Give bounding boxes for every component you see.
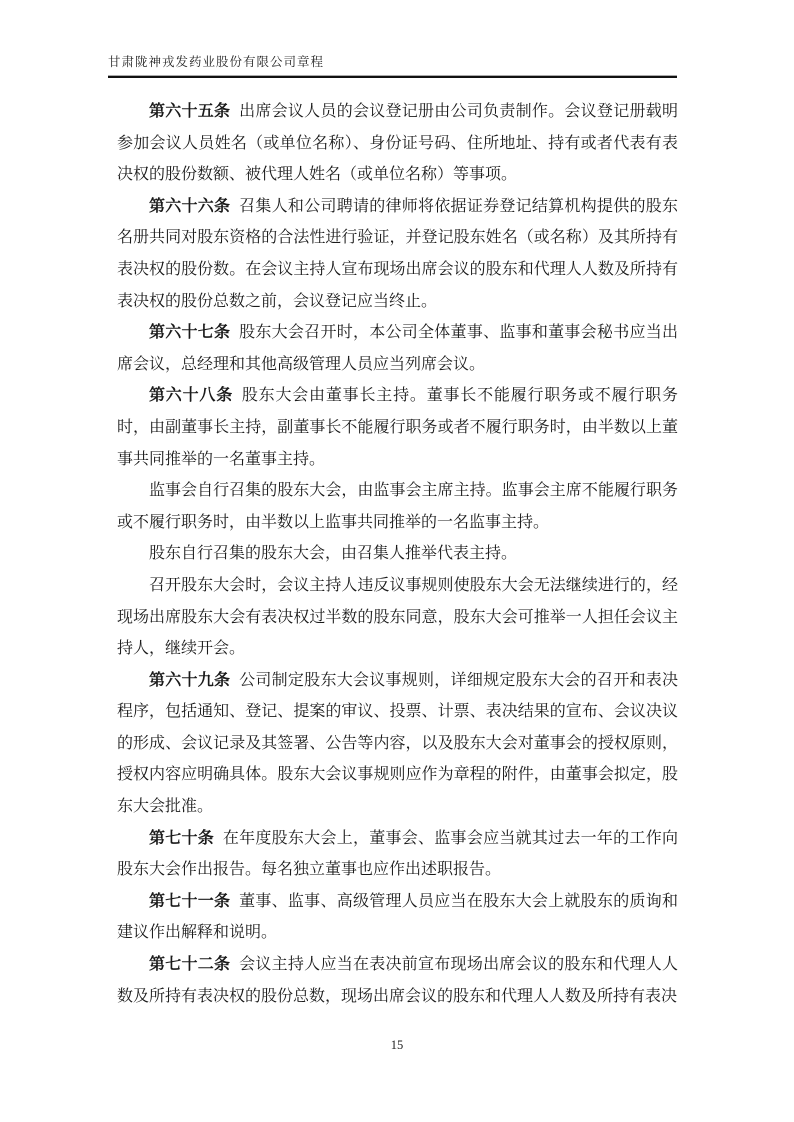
paragraph — [117, 949, 678, 1012]
paragraph-text: 出席会议人员的会议登记册由公司负责制作。会议登记册载明参加会议人员姓名（或单位名称）、身份证号码、住所地址、持有或者代表有表决权的股份数额、被代理人姓名（或单位名称）等事项。 — [117, 103, 678, 184]
paragraph-text: 股东大会召开时，本公司全体董事、监事和董事会秘书应当出席会议，总经理和其他高级管理人员应当列席会议。 — [117, 324, 678, 373]
paragraph-text: 召开股东大会时，会议主持人违反议事规则使股东大会无法继续进行的，经现场出席股东大会有表决权过半数的股东同意，股东大会可推举一人担任会议主持人，继续开会。 — [117, 576, 678, 658]
article-number: 第六十八条 — [149, 387, 234, 405]
paragraph-text: 在年度股东大会上，董事会、监事会应当就其过去一年的工作向股东大会作出报告。每名独立董事也应作出述职报告。 — [117, 829, 678, 879]
paragraph-text: 公司制定股东大会议事规则，详细规定股东大会的召开和表决程序，包括通知、登记、提案的审议、投票、计票、表决结果的宣布、会议决议的形成、会议记录及其签署、公告等内容，以及股东大会对董事会的授权原则，授权内容应明确具体。股东大会议事规则应作为章程的附件，由董事会拟定，股东大会批准。 — [117, 671, 678, 816]
page-number: 15 — [390, 1038, 404, 1052]
page-header — [108, 52, 677, 78]
article-number: 第七十一条 — [149, 892, 231, 910]
paragraph-text: 监事会自行召集的股东大会，由监事会主席主持。监事会主席不能履行职务或不履行职务时，由半数以上监事共同推举的一名监事主持。 — [117, 482, 678, 531]
document-body — [117, 96, 678, 1012]
paragraph — [117, 665, 678, 823]
paragraph — [117, 886, 678, 949]
page-footer — [0, 1038, 794, 1053]
paragraph-text: 股东自行召集的股东大会，由召集人推举代表主持。 — [149, 545, 518, 563]
paragraph — [117, 538, 678, 570]
paragraph — [117, 570, 678, 665]
paragraph-text: 股东大会由董事长主持。董事长不能履行职务或不履行职务时，由副董事长主持，副董事长不能履行职务或者不履行职务时，由半数以上董事共同推举的一名董事主持。 — [117, 387, 678, 468]
paragraph — [117, 191, 678, 317]
paragraph — [117, 96, 678, 191]
article-number: 第六十五条 — [149, 103, 231, 120]
document-title: 甘肃陇神戎发药业股份有限公司章程 — [108, 55, 325, 69]
paragraph — [117, 380, 678, 475]
paragraph-text: 会议主持人应当在表决前宣布现场出席会议的股东和代理人人数及所持有表决权的股份总数，现场出席会议的股东和代理人人数及所持有表决 — [117, 956, 678, 1005]
article-number: 第七十条 — [149, 829, 215, 847]
article-number: 第六十六条 — [149, 197, 231, 215]
paragraph-text: 董事、监事、高级管理人员应当在股东大会上就股东的质询和建议作出解释和说明。 — [117, 892, 678, 942]
header-rule — [108, 75, 677, 78]
article-number: 第七十二条 — [149, 956, 231, 974]
article-number: 第六十七条 — [149, 324, 231, 342]
paragraph — [117, 317, 678, 380]
article-number: 第六十九条 — [149, 671, 231, 689]
paragraph — [117, 475, 678, 538]
paragraph-text: 召集人和公司聘请的律师将依据证券登记结算机构提供的股东名册共同对股东资格的合法性进行验证，并登记股东姓名（或名称）及其所持有表决权的股份数。在会议主持人宣布现场出席会议的股东和代理人人数及所持有表决权的股份总数之前，会议登记应当终止。 — [117, 197, 678, 310]
paragraph — [117, 823, 678, 886]
